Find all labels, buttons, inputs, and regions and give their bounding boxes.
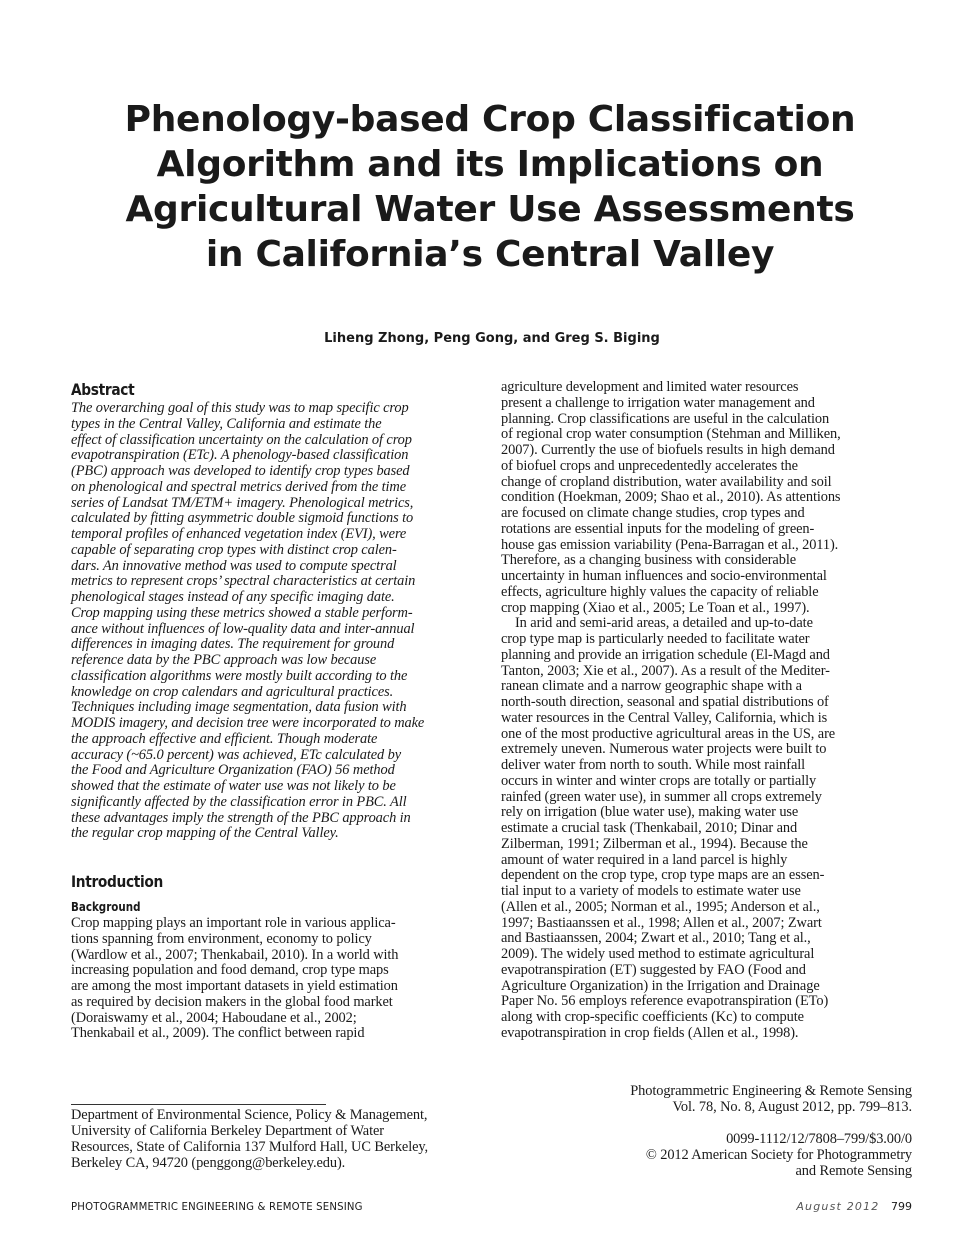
text-line: Department of Environmental Science, Policy & Management, xyxy=(71,1107,428,1123)
text-line: change of cropland distribution, water availability and soil xyxy=(501,473,832,490)
text-line xyxy=(550,1115,912,1131)
text-line: the approach effective and efficient. Though moderate xyxy=(71,730,378,747)
affiliation-note xyxy=(71,1107,491,1171)
text-line: 0099-1112/12/7808–799/$3.00/0 xyxy=(726,1131,912,1147)
text-line: evapotranspiration (ET) suggested by FAO (Food and xyxy=(501,961,806,978)
text-line: Photogrammetric Engineering & Remote Sensing xyxy=(630,1083,912,1099)
text-line: 2009). The widely used method to estimate agricultural xyxy=(501,946,815,962)
text-line: north-south direction, seasonal and spatial distributions of xyxy=(501,694,829,710)
text-line: Crop mapping plays an important role in various applica- xyxy=(71,915,396,931)
text-line: are focused on climate change studies, crop types and xyxy=(501,505,805,521)
text-line: metrics to represent crops’ spectral characteristics at certain xyxy=(71,573,416,590)
text-line: ranean climate and a narrow geographic shape with a xyxy=(501,678,802,695)
text-line: evapotranspiration (ETc). A phenology-based classification xyxy=(71,447,409,464)
text-line: amount of water required in a land parcel is highly xyxy=(501,851,788,868)
text-line: dars. An innovative method was used to compute spectral xyxy=(71,557,397,574)
text-line: Techniques including image segmentation, data fusion with xyxy=(71,699,407,716)
text-line: increasing population and food demand, crop type maps xyxy=(71,962,389,979)
text-line: occurs in winter and winter crops are totally or partially xyxy=(501,772,817,789)
text-line: University of California Berkeley Department of Water xyxy=(71,1123,384,1139)
text-line: temporal profiles of enhanced vegetation index (EVI), were xyxy=(71,526,407,542)
text-line: Tanton, 2003; Xie et al., 2007). As a result of the Mediter- xyxy=(501,662,830,679)
text-line: effects, agriculture highly values the capacity of reliable xyxy=(501,583,819,600)
text-line: 1997; Bastiaanssen et al., 1998; Allen et al., 2007; Zwart xyxy=(501,914,822,931)
text-line: Crop mapping using these metrics showed a stable perform- xyxy=(71,604,413,621)
text-line: Agriculture Organization) in the Irrigation and Drainage xyxy=(501,977,820,994)
text-line: are among the most important datasets in yield estimation xyxy=(71,978,398,994)
text-line: along with crop-specific coefficients (Kc) to compute xyxy=(501,1009,804,1025)
text-line: extremely uneven. Numerous water projects were built to xyxy=(501,741,827,758)
footer-page-info xyxy=(796,1200,912,1213)
text-line: (Allen et al., 2005; Norman et al., 1995; Anderson et al., xyxy=(501,898,820,915)
background-subheading: Background xyxy=(71,900,141,914)
page-number: 799 xyxy=(891,1200,912,1213)
text-line: classification algorithms were mostly built according to the xyxy=(71,667,408,684)
text-line: rely on irrigation (blue water use), making water use xyxy=(501,804,799,821)
title-line: Agricultural Water Use Assessments xyxy=(125,189,855,230)
text-line: significantly affected by the classification error in PBC. All xyxy=(71,793,407,810)
journal-citation xyxy=(550,1083,912,1179)
text-line: dependent on the crop type, crop type maps are an essen- xyxy=(501,867,825,884)
text-line: reference data by the PBC approach was low because xyxy=(71,652,377,668)
text-line: of regional crop water consumption (Stehman and Milliken, xyxy=(501,426,841,443)
text-line: evapotranspiration in crop fields (Allen et al., 1998). xyxy=(501,1024,799,1041)
text-line: knowledge on crop calendars and agricultural practices. xyxy=(71,683,394,700)
text-line: Resources, State of California 137 Mulford Hall, UC Berkeley, xyxy=(71,1139,429,1155)
text-line: and Bastiaanssen, 2004; Zwart et al., 2010; Tang et al., xyxy=(501,930,811,947)
title-line: Algorithm and its Implications on xyxy=(156,144,824,185)
abstract-heading: Abstract xyxy=(71,380,135,399)
text-line: on phenological and spectral metrics derived from the time xyxy=(71,478,406,495)
text-line: capable of separating crop types with distinct crop calen- xyxy=(71,541,397,558)
text-line: (PBC) approach was developed to identify crop types based xyxy=(71,463,410,479)
text-line: uncertainty in human influences and socio-environmental xyxy=(501,568,827,584)
text-line: deliver water from north to south. While most rainfall xyxy=(501,757,806,773)
author-list: Liheng Zhong, Peng Gong, and Greg S. Biging xyxy=(324,331,660,346)
text-line: ance without influences of low-quality data and inter-annual xyxy=(71,620,415,637)
text-line: and Remote Sensing xyxy=(795,1163,912,1179)
text-line: Therefore, as a changing business with considerable xyxy=(501,552,797,569)
text-line: estimate a crucial task (Thenkabail, 2010; Dinar and xyxy=(501,820,798,836)
text-line: the Food and Agriculture Organization (FAO) 56 method xyxy=(71,762,395,779)
text-line: Paper No. 56 employs reference evapotranspiration (ETo) xyxy=(501,993,829,1010)
text-line: of biofuel crops and unprecedentedly accelerates the xyxy=(501,457,798,474)
text-line: rainfed (green water use), in summer all crops extremely xyxy=(501,788,822,805)
text-line: (Wardlow et al., 2007; Thenkabail, 2010). In a world with xyxy=(71,946,399,963)
left-column xyxy=(71,379,483,1042)
text-line: (Doraiswamy et al., 2004; Haboudane et al., 2002; xyxy=(71,1009,357,1026)
text-line: Zilberman, 1991; Zilberman et al., 1994). Because the xyxy=(501,835,808,852)
paper-title xyxy=(60,97,920,277)
footer-date: August 2012 xyxy=(796,1200,880,1213)
text-line: tial input to a variety of models to estimate water use xyxy=(501,883,801,899)
affiliation-rule xyxy=(71,1104,326,1105)
text-line: showed that the estimate of water use was not likely to be xyxy=(71,778,396,794)
right-column xyxy=(501,380,913,1042)
text-line: house gas emission variability (Pena-Barragan et al., 2011). xyxy=(501,536,839,553)
text-line: tions spanning from environment, economy to policy xyxy=(71,930,372,947)
text-line: series of Landsat TM/ETM+ imagery. Phenological metrics, xyxy=(71,494,414,511)
text-line: the regular crop mapping of the Central Valley. xyxy=(71,825,339,842)
introduction-body xyxy=(71,916,483,1042)
text-line: MODIS imagery, and decision tree were incorporated to make xyxy=(71,715,425,731)
text-line: differences in imaging dates. The requirement for ground xyxy=(71,636,395,653)
title-line: in California’s Central Valley xyxy=(205,234,775,275)
text-line: agriculture development and limited water resources xyxy=(501,379,799,395)
text-line: © 2012 American Society for Photogrammetry xyxy=(645,1147,912,1163)
text-line: In arid and semi-arid areas, a detailed and up-to-date xyxy=(501,615,813,632)
text-line: planning. Crop classifications are useful in the calculation xyxy=(501,410,830,427)
introduction-heading: Introduction xyxy=(71,872,163,891)
text-line: The overarching goal of this study was to map specific crop xyxy=(71,400,409,416)
footer-journal-name: PHOTOGRAMMETRIC ENGINEERING & REMOTE SENSING xyxy=(71,1200,363,1213)
text-line: Berkeley CA, 94720 (penggong@berkeley.edu). xyxy=(71,1155,346,1171)
text-line: water resources in the Central Valley, California, which is xyxy=(501,709,828,726)
text-line: condition (Hoekman, 2009; Shao et al., 2010). As attentions xyxy=(501,489,841,506)
text-line: crop mapping (Xiao et al., 2005; Le Toan et al., 1997). xyxy=(501,599,810,616)
text-line: these advantages imply the strength of the PBC approach in xyxy=(71,809,411,826)
title-line: Phenology-based Crop Classification xyxy=(124,99,856,140)
text-line: phenological stages instead of any specific imaging date. xyxy=(71,589,395,605)
text-line: Thenkabail et al., 2009). The conflict between rapid xyxy=(71,1025,365,1042)
text-line: effect of classification uncertainty on the calculation of crop xyxy=(71,431,412,448)
text-line: crop type map is particularly needed to facilitate water xyxy=(501,631,810,647)
text-line: 2007). Currently the use of biofuels results in high demand xyxy=(501,442,835,458)
text-line: rotations are essential inputs for the modeling of green- xyxy=(501,520,815,537)
text-line: accuracy (~65.0 percent) was achieved, ETc calculated by xyxy=(71,746,401,763)
text-line: Vol. 78, No. 8, August 2012, pp. 799–813. xyxy=(672,1099,912,1115)
text-line: as required by decision makers in the global food market xyxy=(71,993,393,1010)
text-line: present a challenge to irrigation water management and xyxy=(501,394,815,411)
text-line: planning and provide an irrigation schedule (El-Magd and xyxy=(501,646,830,663)
text-line: calculated by fitting asymmetric double sigmoid functions to xyxy=(71,510,414,527)
text-line: types in the Central Valley, California and estimate the xyxy=(71,415,382,432)
abstract-body xyxy=(71,401,483,842)
text-line: one of the most productive agricultural areas in the US, are xyxy=(501,725,836,742)
